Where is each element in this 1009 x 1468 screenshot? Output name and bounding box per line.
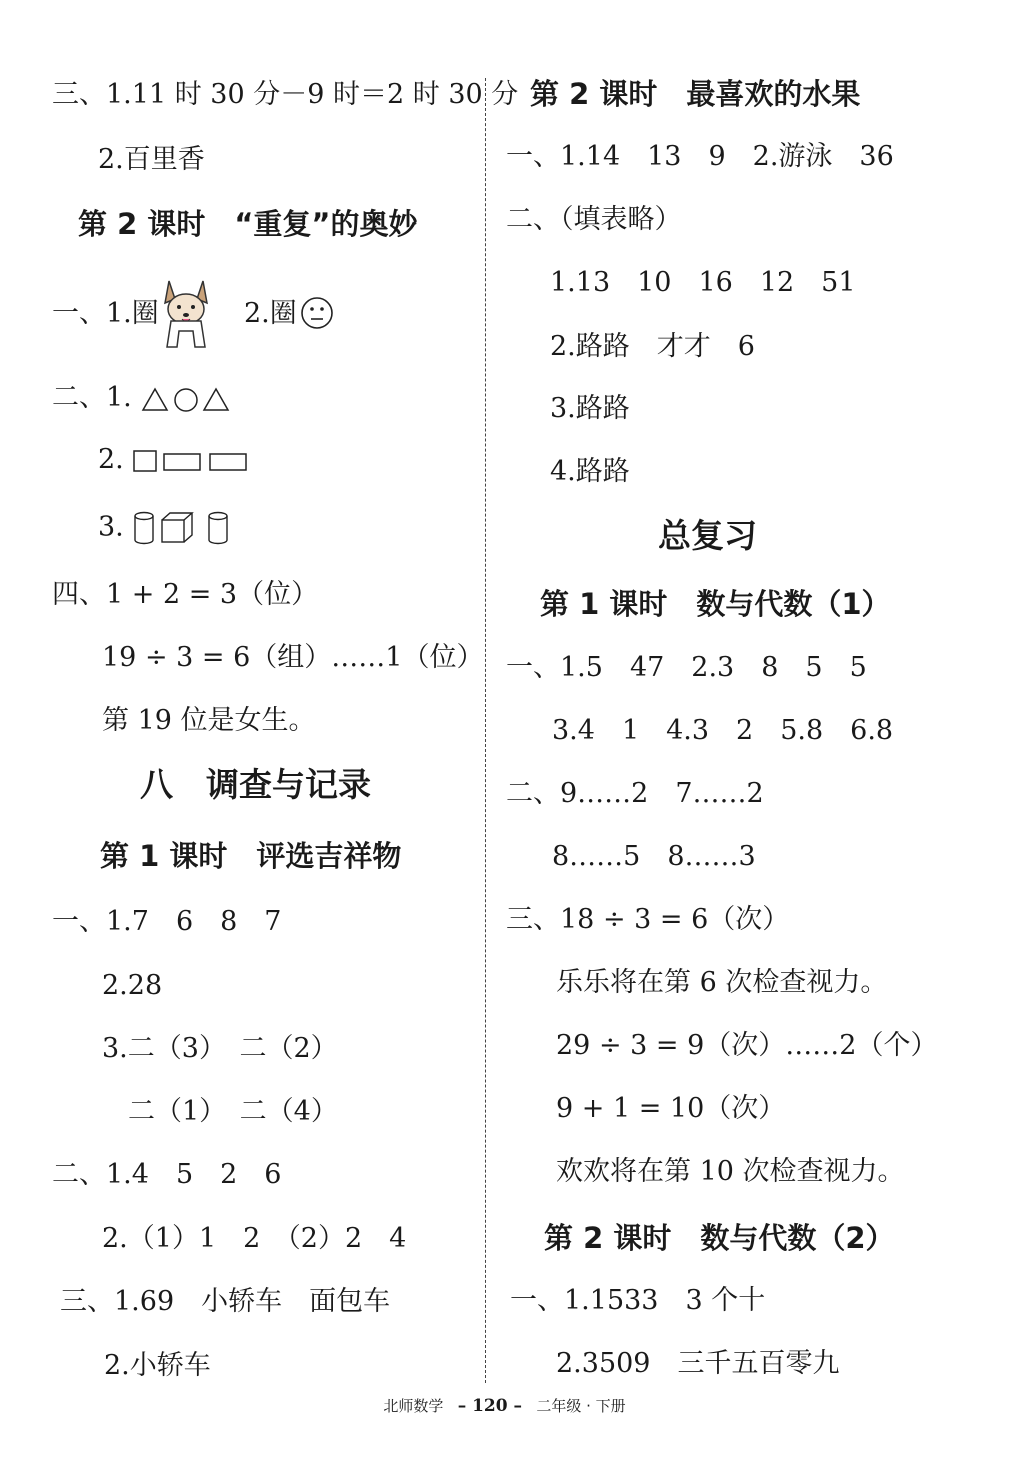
answer-line: 一、1.14 13 9 2.游泳 36 — [506, 141, 894, 172]
answer-line: 一、1.7 6 8 7 — [52, 906, 282, 937]
page-footer — [0, 1395, 1009, 1416]
corgi-dog-icon — [155, 277, 217, 351]
answer-line: 3.路路 — [550, 393, 630, 424]
section-heading: 第 2 课时 数与代数（2） — [544, 1221, 895, 1255]
answer-label: 2. — [98, 444, 124, 475]
answer-line: 2.28 — [102, 970, 163, 1001]
cube-icon — [162, 513, 192, 542]
shape-sequence — [140, 385, 232, 413]
answer-line: 二、1.4 5 2 6 — [52, 1159, 282, 1190]
answer-line: 8……5 8……3 — [552, 841, 756, 872]
answer-line: 2.圈 — [244, 298, 297, 329]
answer-line: 29 ÷ 3 = 9（次）……2（个） — [556, 1030, 938, 1061]
answer-line: 2.3509 三千五百零九 — [556, 1348, 840, 1379]
rectangle-icon — [210, 454, 246, 470]
answer-line: 2.百里香 — [98, 144, 205, 175]
answer-line: 三、18 ÷ 3 = 6（次） — [506, 904, 790, 935]
answer-line: 1.13 10 16 12 51 — [550, 267, 856, 298]
answer-line: 二、9……2 7……2 — [506, 778, 764, 809]
answer-line — [98, 510, 236, 546]
neutral-face-icon — [300, 296, 334, 330]
section-heading: 第 2 课时 最喜欢的水果 — [530, 77, 861, 111]
answer-line: 2.小轿车 — [104, 1350, 211, 1381]
answer-line: 9 + 1 = 10（次） — [556, 1093, 786, 1124]
answer-line: 第 19 位是女生。 — [102, 705, 316, 736]
page-number: – 120 – — [457, 1396, 523, 1416]
circle-icon — [175, 389, 197, 411]
shape-sequence — [132, 510, 236, 546]
answer-line: 一、1.1533 3 个十 — [510, 1285, 766, 1316]
rectangle-icon — [134, 451, 156, 471]
shape-sequence — [132, 448, 250, 474]
answer-line — [52, 381, 232, 415]
cylinder-icon — [209, 513, 227, 544]
answer-label: 二、1. — [52, 382, 132, 413]
answer-line: 欢欢将在第 10 次检查视力。 — [556, 1156, 905, 1187]
answer-line: 二、（填表略） — [506, 204, 682, 235]
answer-label: 3. — [98, 511, 124, 543]
section-heading: 第 2 课时 “重复”的奥妙 — [78, 207, 418, 241]
column-divider — [485, 78, 486, 1383]
grade-label: 二年级 · 下册 — [536, 1397, 626, 1415]
rectangle-icon — [164, 454, 200, 470]
section-heading: 第 1 课时 评选吉祥物 — [100, 839, 402, 873]
triangle-icon — [143, 389, 167, 410]
unit-heading: 总复习 — [658, 516, 757, 555]
answer-line: 四、1 + 2 = 3（位） — [52, 579, 319, 610]
answer-line: 乐乐将在第 6 次检查视力。 — [556, 967, 888, 998]
answer-line: 2.路路 才才 6 — [550, 331, 755, 362]
answer-line: 二（1） 二（4） — [128, 1096, 338, 1127]
answer-line: 一、1.5 47 2.3 8 5 5 — [506, 652, 867, 683]
answer-line: 一、1.圈 — [52, 298, 159, 329]
answer-line: 三、1.69 小轿车 面包车 — [60, 1286, 391, 1317]
triangle-icon — [204, 389, 228, 410]
answer-line: 三、1.11 时 30 分－9 时＝2 时 30 分 — [52, 79, 519, 110]
answer-line: 2.（1）1 2 （2）2 4 — [102, 1223, 407, 1254]
answer-line: 3.二（3） 二（2） — [102, 1033, 338, 1064]
answer-line: 19 ÷ 3 = 6（组）……1（位） — [102, 642, 484, 673]
cylinder-icon — [135, 513, 153, 544]
answer-line: 4.路路 — [550, 456, 630, 487]
section-heading: 第 1 课时 数与代数（1） — [540, 587, 891, 621]
answer-line: 3.4 1 4.3 2 5.8 6.8 — [552, 715, 894, 746]
answer-line — [98, 443, 250, 477]
unit-heading: 八 调查与记录 — [140, 765, 371, 804]
book-title: 北师数学 — [383, 1397, 444, 1415]
